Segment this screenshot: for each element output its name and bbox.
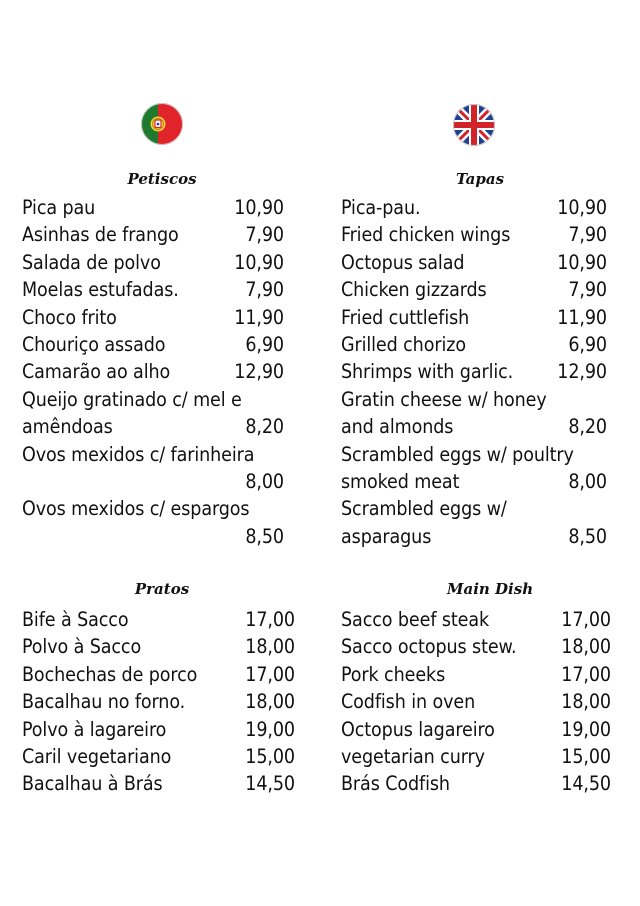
item-price: 8,50 bbox=[568, 524, 607, 548]
item-price: 10,90 bbox=[234, 250, 284, 274]
menu-item bbox=[22, 688, 295, 715]
menu-item bbox=[22, 495, 284, 522]
item-price: 14,50 bbox=[245, 772, 295, 796]
menu-item bbox=[341, 358, 607, 385]
item-price: 12,90 bbox=[234, 360, 284, 384]
menu-item bbox=[341, 413, 607, 440]
item-price: 17,00 bbox=[561, 608, 611, 631]
item-name: Sacco beef steak bbox=[341, 608, 490, 631]
menu-item bbox=[341, 770, 611, 797]
menu-item bbox=[22, 716, 295, 743]
item-name: Polvo à lagareiro bbox=[22, 717, 167, 741]
menu-item bbox=[22, 413, 284, 440]
item-name: amêndoas bbox=[22, 415, 113, 439]
item-name: Ovos mexidos c/ espargos bbox=[22, 497, 250, 521]
item-price: 17,00 bbox=[245, 608, 295, 631]
menu-item bbox=[22, 249, 284, 276]
main-dish-list bbox=[341, 606, 611, 798]
item-name: Fried chicken wings bbox=[341, 223, 511, 247]
item-name: Polvo à Sacco bbox=[22, 635, 142, 659]
item-name: Chicken gizzards bbox=[341, 278, 487, 302]
item-price: 11,90 bbox=[557, 305, 607, 329]
tapas-list bbox=[341, 194, 607, 550]
item-name: Queijo gratinado c/ mel e bbox=[22, 387, 242, 411]
menu-item bbox=[341, 495, 607, 522]
menu-item bbox=[22, 661, 295, 688]
item-name: Bochechas de porco bbox=[22, 662, 198, 686]
uk-flag-icon bbox=[453, 104, 495, 146]
item-name: Codfish in oven bbox=[341, 690, 476, 714]
item-price: 12,90 bbox=[557, 360, 607, 384]
menu-item bbox=[22, 304, 284, 331]
menu-item bbox=[22, 386, 284, 413]
menu-item bbox=[341, 716, 611, 743]
item-name: Asinhas de frango bbox=[22, 223, 179, 247]
menu-item bbox=[22, 194, 284, 221]
item-price: 11,90 bbox=[234, 305, 284, 329]
item-price: 14,50 bbox=[561, 772, 611, 796]
menu-item bbox=[341, 523, 607, 550]
item-name: Scrambled eggs w/ poultry bbox=[341, 442, 574, 466]
item-price: 8,20 bbox=[568, 415, 607, 439]
menu-item bbox=[22, 633, 295, 660]
menu-item bbox=[341, 661, 611, 688]
item-price: 8,50 bbox=[245, 524, 284, 548]
menu-item bbox=[341, 468, 607, 495]
menu-item bbox=[341, 606, 611, 633]
item-name: Octopus lagareiro bbox=[341, 717, 495, 741]
item-name: Choco frito bbox=[22, 305, 117, 329]
item-name: Caril vegetariano bbox=[22, 744, 172, 768]
item-price: 8,20 bbox=[245, 415, 284, 439]
menu-item bbox=[341, 249, 607, 276]
menu-item bbox=[341, 276, 607, 303]
item-price: 8,00 bbox=[568, 469, 607, 493]
menu-item bbox=[341, 194, 607, 221]
item-name: Grilled chorizo bbox=[341, 332, 466, 356]
item-name: Fried cuttlefish bbox=[341, 305, 470, 329]
item-price: 8,00 bbox=[245, 469, 284, 493]
item-price: 19,00 bbox=[561, 717, 611, 741]
item-name: smoked meat bbox=[341, 469, 460, 493]
item-price: 6,90 bbox=[568, 332, 607, 356]
item-name: Brás Codfish bbox=[341, 772, 450, 796]
menu-item bbox=[22, 276, 284, 303]
item-price: 7,90 bbox=[245, 223, 284, 247]
menu-item bbox=[341, 386, 607, 413]
item-name: Gratin cheese w/ honey bbox=[341, 387, 547, 411]
menu-item bbox=[22, 606, 295, 633]
menu-item bbox=[22, 358, 284, 385]
item-price: 10,90 bbox=[557, 250, 607, 274]
item-price: 15,00 bbox=[561, 744, 611, 768]
item-price: 6,90 bbox=[245, 332, 284, 356]
item-name: asparagus bbox=[341, 524, 432, 548]
item-name: Pork cheeks bbox=[341, 662, 446, 686]
menu-item bbox=[22, 441, 284, 468]
item-name: Pica pau bbox=[22, 196, 96, 219]
menu-item bbox=[22, 523, 284, 550]
item-price: 15,00 bbox=[245, 744, 295, 768]
menu-item bbox=[341, 688, 611, 715]
item-name: and almonds bbox=[341, 415, 454, 439]
heading-pratos: Pratos bbox=[134, 580, 190, 598]
item-price: 18,00 bbox=[245, 690, 295, 714]
item-price: 17,00 bbox=[561, 662, 611, 686]
item-name: Bacalhau à Brás bbox=[22, 772, 163, 796]
item-price: 17,00 bbox=[245, 662, 295, 686]
item-name: Camarão ao alho bbox=[22, 360, 171, 384]
item-price: 18,00 bbox=[561, 690, 611, 714]
item-price: 10,90 bbox=[557, 196, 607, 219]
menu-item bbox=[341, 441, 607, 468]
menu-item bbox=[341, 331, 607, 358]
item-name: Bife à Sacco bbox=[22, 608, 129, 631]
menu-item bbox=[22, 331, 284, 358]
petiscos-list bbox=[22, 194, 284, 550]
item-price: 19,00 bbox=[245, 717, 295, 741]
item-price: 18,00 bbox=[561, 635, 611, 659]
item-name: Salada de polvo bbox=[22, 250, 161, 274]
item-name: Sacco octopus stew. bbox=[341, 635, 517, 659]
item-name: Shrimps with garlic. bbox=[341, 360, 514, 384]
item-name: Moelas estufadas. bbox=[22, 278, 179, 302]
menu-item bbox=[341, 743, 611, 770]
item-price: 18,00 bbox=[245, 635, 295, 659]
heading-main-dish: Main Dish bbox=[446, 580, 534, 598]
item-name: Pica-pau. bbox=[341, 196, 421, 219]
item-price: 7,90 bbox=[245, 278, 284, 302]
portugal-flag-icon bbox=[141, 103, 183, 145]
item-name: Bacalhau no forno. bbox=[22, 690, 186, 714]
menu-item bbox=[22, 221, 284, 248]
item-name: vegetarian curry bbox=[341, 744, 485, 768]
pratos-list bbox=[22, 606, 295, 798]
menu-item bbox=[341, 633, 611, 660]
item-price: 7,90 bbox=[568, 278, 607, 302]
heading-petiscos: Petiscos bbox=[127, 170, 197, 188]
item-name: Octopus salad bbox=[341, 250, 465, 274]
item-price: 10,90 bbox=[234, 196, 284, 219]
menu-item bbox=[22, 770, 295, 797]
menu-item bbox=[22, 468, 284, 495]
item-name: Ovos mexidos c/ farinheira bbox=[22, 442, 255, 466]
item-price: 7,90 bbox=[568, 223, 607, 247]
menu-item bbox=[341, 304, 607, 331]
item-name: Chouriço assado bbox=[22, 332, 166, 356]
menu-item bbox=[22, 743, 295, 770]
item-name: Scrambled eggs w/ bbox=[341, 497, 507, 521]
menu-item bbox=[341, 221, 607, 248]
heading-tapas: Tapas bbox=[455, 170, 505, 188]
